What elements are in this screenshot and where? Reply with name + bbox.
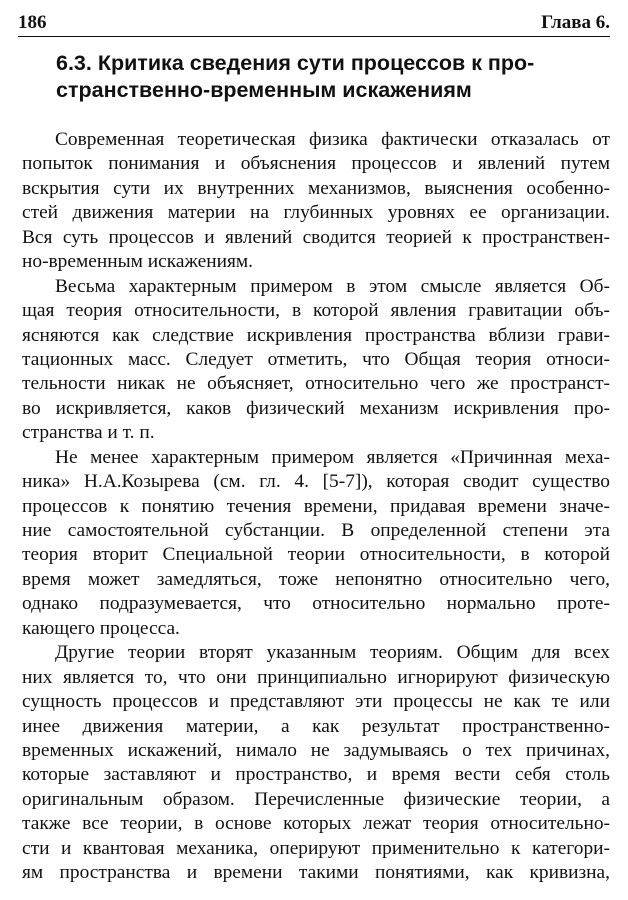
- text-line: временных искажений, нимало не задумываясь о тех причинах,: [22, 739, 610, 761]
- text-line: которые заставляют и пространство, и время вести себя столь: [22, 764, 610, 786]
- text-line: однако подразумевается, что относительно нормально проте-: [22, 593, 610, 615]
- section-title: [56, 50, 604, 104]
- paragraph-1: [22, 128, 610, 275]
- text-line: Вся суть процессов и явлений сводится теорией к пространствен-: [22, 226, 610, 248]
- text-line: вскрытия сути их внутренних механизмов, выяснения особенно-: [22, 177, 610, 199]
- text-line: них является то, что они принципиально игнорируют физическую: [22, 666, 610, 688]
- text-line: попыток понимания и объяснения процессов и явлений путем: [22, 153, 610, 175]
- paragraph-4: [22, 641, 610, 885]
- text-line: оригинальным образом. Перечисленные физические теории, а: [22, 788, 610, 810]
- paragraph-3: [22, 446, 610, 642]
- text-line: процессов к понятию течения времени, придавая времени значе-: [22, 495, 610, 517]
- text-line: Не менее характерным примером является «Причинная меха-: [55, 446, 610, 468]
- section-title-line: странственно-временным искажениям: [56, 78, 472, 102]
- text-line: Современная теоретическая физика фактически отказалась от: [55, 129, 610, 150]
- text-line: тационных масс. Следует отметить, что Общая теория относи-: [22, 348, 610, 370]
- paragraph-2: [22, 275, 610, 446]
- section-title-line: 6.3. Критика сведения сути процессов к про-: [56, 51, 535, 75]
- text-line: ние самостоятельной субстанции. В определенной степени эта: [22, 520, 610, 541]
- text-line: щая теория относительности, в которой явления гравитации объ-: [22, 300, 610, 322]
- text-line: кающего процесса.: [22, 617, 180, 639]
- text-line: Другие теории вторят указанным теориям. Общим для всех: [55, 642, 610, 664]
- text-line: Весьма характерным примером в этом смысле является Об-: [55, 275, 610, 297]
- running-header: [18, 8, 610, 37]
- text-line: стей движения материи на глубинных уровнях ее организации.: [22, 202, 610, 224]
- text-line: инее движения материи, а как результат пространственно-: [22, 715, 610, 737]
- text-line: но-временным искажениям.: [22, 251, 254, 273]
- text-line: сущность процессов и представляют эти процессы не как те или: [22, 691, 610, 713]
- chapter-label: Глава 6.: [541, 12, 610, 33]
- text-line: тельности никак не объясняет, относительно чего же пространст-: [22, 373, 610, 395]
- text-line: странства и т. п.: [22, 422, 155, 444]
- text-line: теория вторит Специальной теории относительности, в которой: [22, 544, 610, 566]
- text-line: ясняются как следствие искривления пространства вблизи грави-: [22, 324, 610, 346]
- text-line: также все теории, в основе которых лежат теория относительно-: [22, 813, 610, 835]
- text-line: во искривляется, каков физический механизм искривления про-: [22, 397, 610, 419]
- text-line: ям пространства и времени такими понятиями, как кривизна,: [22, 862, 610, 884]
- text-line: сти и квантовая механика, оперируют применительно к категори-: [22, 837, 610, 859]
- page-number: 186: [18, 12, 47, 33]
- body-text: [22, 128, 610, 886]
- text-line: время может замедляться, тоже непонятно относительно чего,: [22, 568, 610, 590]
- text-line: ника» Н.А.Козырева (см. гл. 4. [5-7]), которая сводит существо: [22, 471, 610, 493]
